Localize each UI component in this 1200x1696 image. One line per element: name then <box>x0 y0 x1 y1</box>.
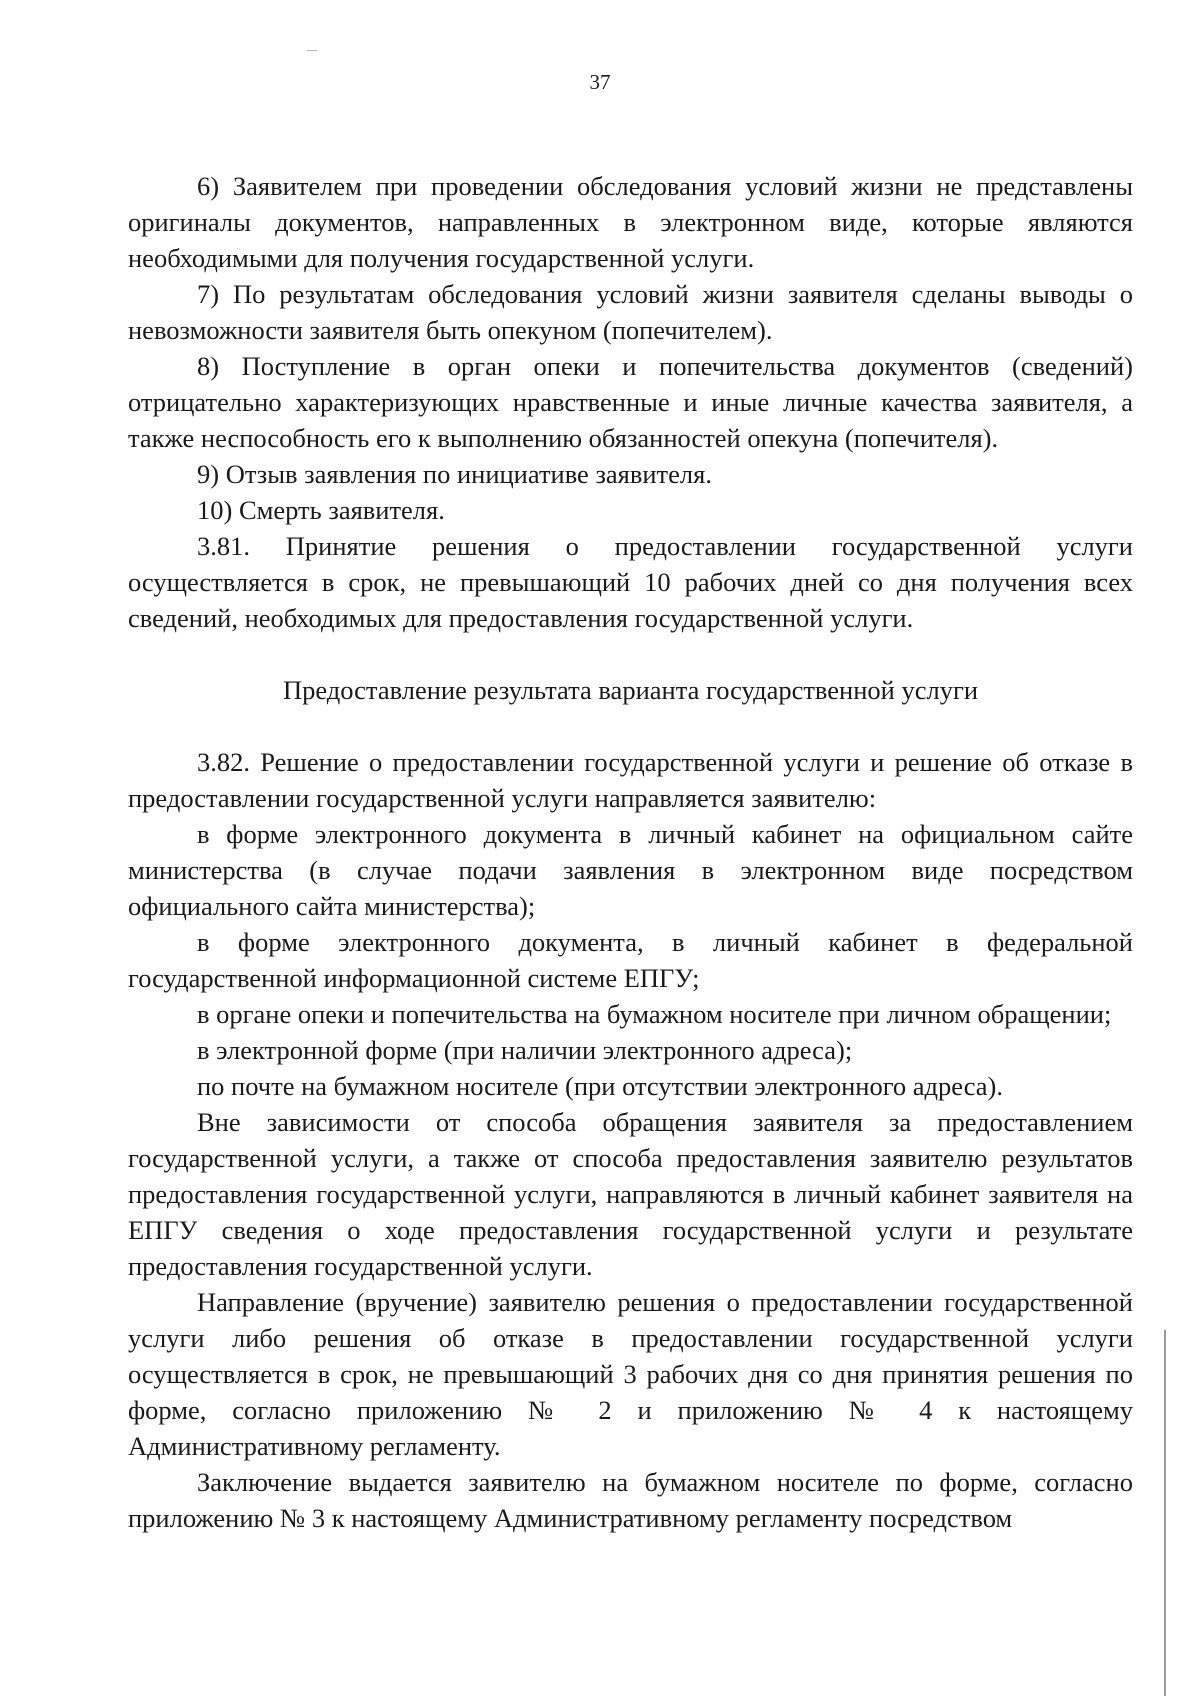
page-number: 37 <box>589 70 611 94</box>
document-body <box>128 168 1133 1536</box>
paragraph-reason-7: 7) По результатам обследования условий жизни заявителя сделаны выводы о невозможности заявителя быть опекуном (попечителем). <box>128 279 1133 345</box>
paragraph-reason-6: 6) Заявителем при проведении обследования условий жизни не представлены оригиналы документов, направленных в электронном виде, которые являются необходимыми для получения государственной услуги. <box>128 171 1133 273</box>
paragraph-reason-8: 8) Поступление в орган опеки и попечительства документов (сведений) отрицательно характеризующих нравственные и иные личные качества заявителя, а также неспособность его к выполнению обязанностей опекуна (попечителя). <box>128 351 1133 453</box>
paragraph-delivery-post: по почте на бумажном носителе (при отсутствии электронного адреса). <box>197 1071 1004 1101</box>
scan-edge-line <box>1164 1330 1166 1696</box>
paragraph-delivery-deadline: Направление (вручение) заявителю решения о предоставлении государственной услуги либо решения об отказе в предоставлении государственной услуги осуществляется в срок, не превышающий 3 рабочих дня со дня принятия решения по форме, согласно приложению № 2 и приложению № 4 к настоящему Административному регламенту. <box>128 1287 1133 1461</box>
paragraph-delivery-in-person: в органе опеки и попечительства на бумажном носителе при личном обращении; <box>197 999 1112 1029</box>
section-heading: Предоставление результата варианта государственной услуги <box>282 675 979 705</box>
paragraph-delivery-electronic: в электронной форме (при наличии электронного адреса); <box>197 1035 853 1065</box>
scan-mark <box>307 50 317 51</box>
paragraph-epgu-status: Вне зависимости от способа обращения заявителя за предоставлением государственной услуги, а также от способа предоставления заявителю результатов предоставления государственной услуги, направляются в личный кабинет заявителя на ЕПГУ сведения о ходе предоставления государственной услуги и результате предоставления государственной услуги. <box>128 1107 1133 1281</box>
paragraph-delivery-official-site: в форме электронного документа в личный кабинет на официальном сайте министерства (в случае подачи заявления в электронном виде посредством официального сайта министерства); <box>128 819 1133 921</box>
paragraph-reason-10: 10) Смерть заявителя. <box>197 495 445 525</box>
paragraph-reason-9: 9) Отзыв заявления по инициативе заявителя. <box>197 459 712 489</box>
paragraph-delivery-epgu: в форме электронного документа, в личный кабинет в федеральной государственной информационной системе ЕПГУ; <box>128 927 1133 993</box>
paragraph-conclusion: Заключение выдается заявителю на бумажном носителе по форме, согласно приложению № 3 к настоящему Административному регламенту посредством <box>128 1467 1133 1533</box>
paragraph-3-82: 3.82. Решение о предоставлении государственной услуги и решение об отказе в предоставлении государственной услуги направляется заявителю: <box>128 747 1133 813</box>
paragraph-3-81: 3.81. Принятие решения о предоставлении государственной услуги осуществляется в срок, не превышающий 10 рабочих дней со дня получения всех сведений, необходимых для предоставления государственной услуги. <box>128 531 1133 633</box>
